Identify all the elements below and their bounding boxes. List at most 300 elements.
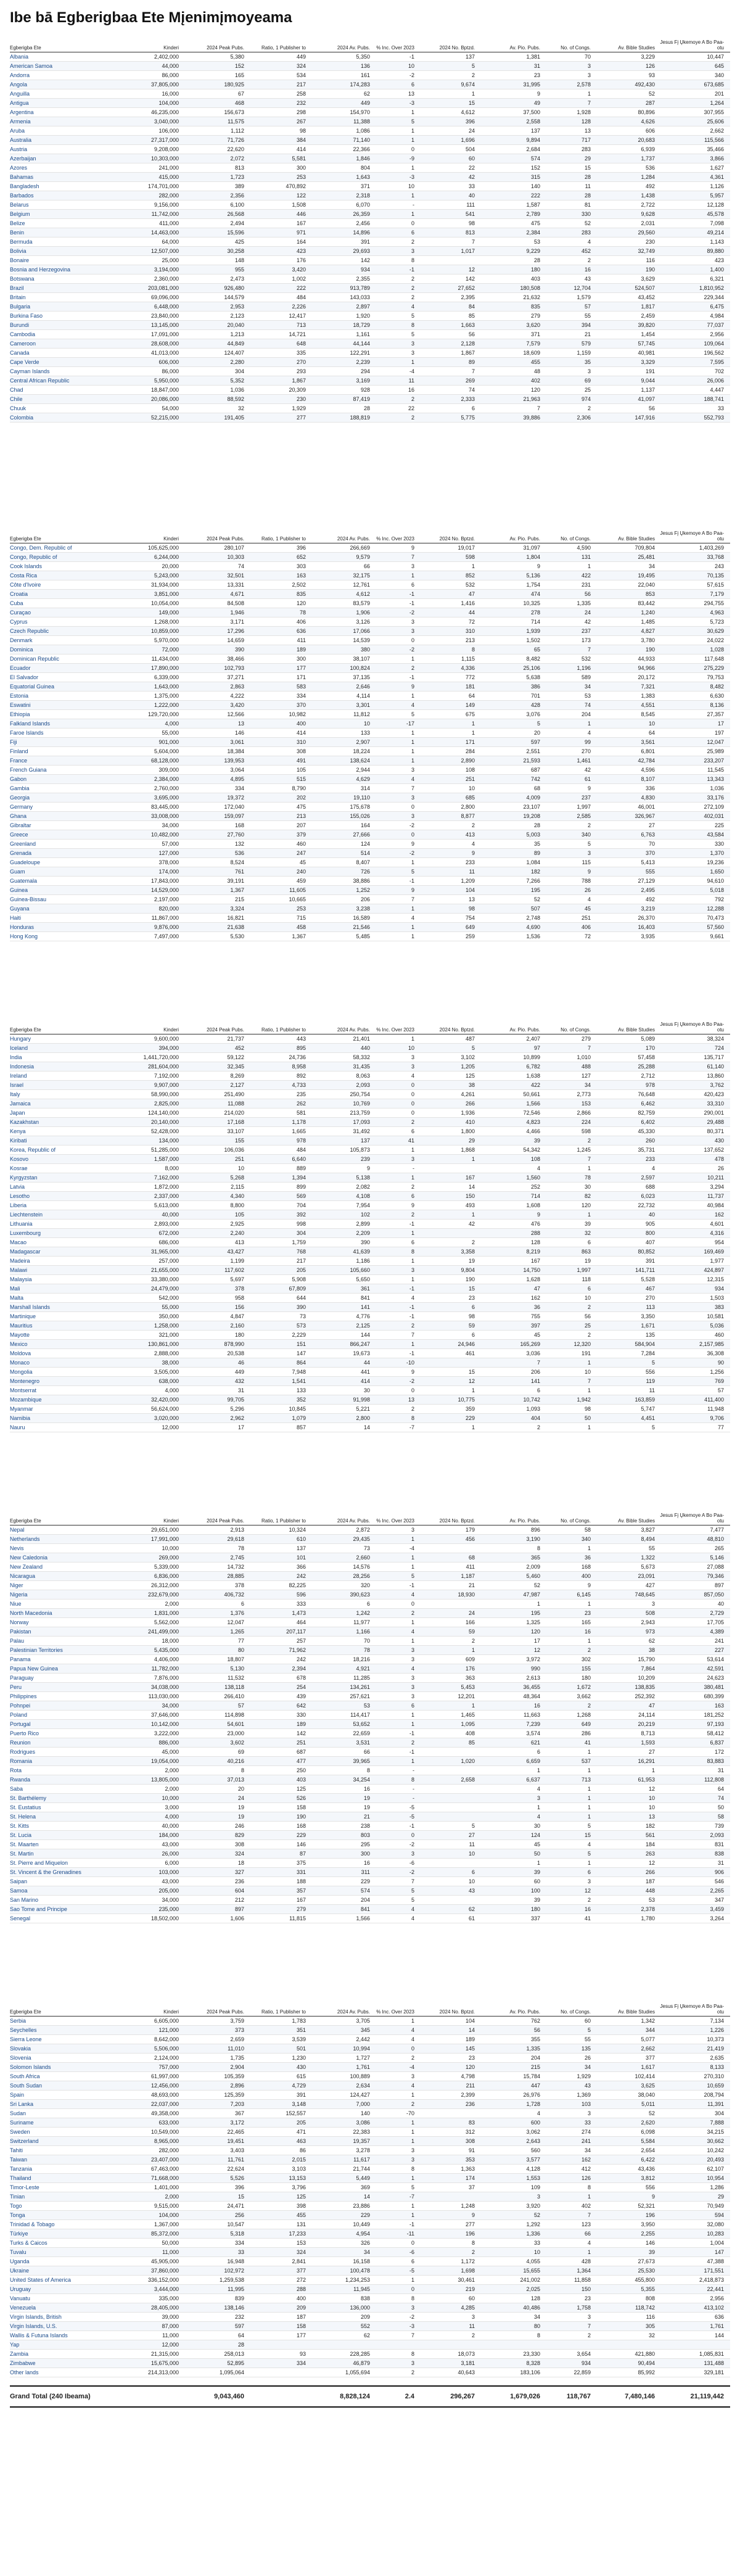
cell-pct-inc: 1	[411, 1758, 414, 1764]
cell-memorial: 1,761	[710, 2323, 724, 2329]
cell-av-pio: 39	[533, 1137, 540, 1144]
cell-pct-inc: 1	[411, 1721, 414, 1727]
cell-country: Grenada	[10, 850, 32, 856]
cell-pct-inc: 1	[411, 656, 414, 662]
cell-bible-studies: 808	[645, 2295, 655, 2301]
cell-pct-inc: 1	[411, 1230, 414, 1236]
cell-pct-inc: 13	[408, 91, 414, 97]
cell-av-pubs: 19	[363, 1795, 370, 1801]
table-row	[10, 553, 730, 562]
cell-bible-studies: 32,749	[638, 248, 655, 254]
cell-av-pubs: 21	[363, 1814, 370, 1820]
cell-av-pubs: 3,086	[356, 2120, 370, 2126]
cell-av-pubs: 2,355	[356, 276, 370, 282]
cell-av-pubs: 29,435	[353, 1536, 370, 1542]
cell-baptized: 24	[468, 1610, 475, 1616]
cell-bible-studies: 905	[645, 1221, 655, 1227]
cell-peak-pubs: 102,972	[224, 2268, 244, 2274]
cell-av-pio: 10,325	[523, 600, 540, 606]
cell-country: Burkina Faso	[10, 313, 43, 319]
cell-av-pubs: 11,812	[353, 711, 370, 717]
cell-congs: 2	[587, 1703, 591, 1709]
table-row	[10, 1108, 730, 1118]
cell-ratio: 1,002	[292, 276, 306, 282]
cell-congs: 1,579	[577, 294, 591, 300]
cell-population: 11,742,000	[151, 211, 179, 217]
table-row	[10, 2340, 730, 2350]
cell-congs: 6	[587, 1239, 591, 1245]
cell-peak-pubs: 597	[234, 2323, 244, 2329]
page-title: Ibe bā Egberigbaa Ete Mįenimįmoyeama	[10, 9, 292, 26]
table-row	[10, 2100, 730, 2109]
cell-pct-inc: 0	[411, 832, 414, 838]
cell-congs: 42	[584, 619, 591, 625]
table-row	[10, 599, 730, 608]
cell-population: 24,479,000	[150, 1286, 179, 1292]
cell-av-pubs: 5,485	[356, 933, 370, 939]
cell-country: Other lands	[10, 2369, 39, 2376]
cell-ratio: 460	[296, 841, 306, 847]
cell-baptized	[418, 1794, 475, 1802]
cell-baptized: 1,172	[461, 2258, 475, 2264]
cell-baptized: 1,187	[461, 1573, 475, 1579]
cell-baptized: 1,017	[461, 248, 475, 254]
cell-ratio: 188	[296, 1878, 306, 1885]
cell-memorial: 225	[714, 822, 724, 828]
column-header-baptized: 2024 No. Bptzd.	[439, 1518, 475, 1524]
cell-av-pubs: 1,161	[356, 331, 370, 337]
cell-bible-studies: 6,939	[641, 146, 655, 152]
cell-congs: 33	[584, 2120, 591, 2126]
cell-memorial: 413,102	[704, 2305, 724, 2311]
cell-bible-studies: 23,091	[638, 1573, 655, 1579]
cell-ratio: 222	[296, 285, 306, 291]
cell-ratio: 1,394	[292, 1174, 306, 1181]
cell-av-pio: 1	[536, 1767, 540, 1773]
cell-pct-inc: 3	[411, 628, 414, 634]
cell-country: St. Barthélemy	[10, 1795, 47, 1801]
cell-peak-pubs: 59,122	[227, 1054, 244, 1060]
cell-memorial: 131,488	[704, 2360, 724, 2366]
cell-pct-inc: -7	[409, 2194, 414, 2200]
table-row	[10, 52, 730, 62]
cell-av-pubs: 866,247	[350, 1341, 370, 1347]
cell-population: 7,876,000	[154, 1675, 179, 1681]
cell-population: 27,317,000	[150, 137, 179, 143]
cell-peak-pubs: 829	[234, 1832, 244, 1838]
table-row	[10, 1720, 730, 1729]
cell-country: South Sudan	[10, 2083, 43, 2089]
cell-pct-inc: 1	[411, 1147, 414, 1153]
cell-memorial: 4,963	[710, 609, 724, 616]
cell-baptized: 3,358	[461, 1249, 475, 1255]
cell-population: 50,000	[162, 2240, 179, 2246]
cell-country: Madeira	[10, 1258, 30, 1264]
cell-av-pio: 8,482	[526, 656, 540, 662]
table-row	[10, 923, 730, 932]
cell-ratio: 398	[296, 2203, 306, 2209]
cell-baptized: 62	[468, 1906, 475, 1912]
cell-av-pio: 371	[530, 331, 540, 337]
cell-memorial: 25,606	[707, 118, 724, 125]
cell-av-pubs: 11,285	[353, 1675, 370, 1681]
table-row	[10, 89, 730, 99]
cell-pct-inc: 3	[411, 2305, 414, 2311]
cell-population: 11,000	[162, 2332, 179, 2339]
cell-av-pubs: 2,082	[356, 1184, 370, 1190]
table-row	[10, 200, 730, 210]
cell-peak-pubs: 39,191	[227, 878, 244, 884]
cell-ratio: 153	[296, 2240, 306, 2246]
cell-baptized: 408	[465, 1730, 475, 1736]
cell-congs: 2	[587, 1332, 591, 1338]
cell-peak-pubs: 1,213	[230, 331, 244, 337]
table-row	[10, 590, 730, 599]
cell-baptized: 4,336	[461, 665, 475, 671]
cell-av-pubs: 14,539	[353, 637, 370, 643]
cell-peak-pubs: 396	[234, 2184, 244, 2190]
cell-av-pio: 50	[533, 1851, 540, 1857]
cell-country: Belgium	[10, 211, 30, 217]
cell-ratio: 501	[296, 2046, 306, 2052]
cell-av-pio: 288	[530, 1230, 540, 1236]
cell-pct-inc: 3	[411, 767, 414, 773]
cell-pct-inc: 8	[411, 322, 414, 328]
cell-av-pio: 30	[533, 1823, 540, 1829]
cell-bible-studies: 2,620	[641, 2120, 655, 2126]
cell-peak-pubs: 2,904	[230, 2064, 244, 2070]
cell-peak-pubs: 958	[234, 1295, 244, 1301]
cell-population: 12,000	[162, 2342, 179, 2348]
cell-baptized: 23	[468, 1295, 475, 1301]
cell-baptized: 4	[471, 841, 475, 847]
cell-peak-pubs: 4,895	[230, 776, 244, 782]
cell-bible-studies: 4,626	[641, 118, 655, 125]
cell-ratio: 484	[296, 1147, 306, 1153]
cell-av-pio: 4,823	[526, 1119, 540, 1125]
cell-baptized: 359	[465, 1406, 475, 1412]
cell-country: Saba	[10, 1786, 23, 1792]
cell-av-pubs: 5,138	[356, 1174, 370, 1181]
table-row	[10, 2229, 730, 2239]
cell-population: 20,000	[162, 563, 179, 569]
cell-peak-pubs: 84,508	[227, 600, 244, 606]
cell-congs: 53	[584, 693, 591, 699]
cell-congs: 6	[587, 1286, 591, 1292]
cell-ratio: 125	[296, 2194, 306, 2200]
cell-memorial: 135,717	[704, 1054, 724, 1060]
cell-peak-pubs: 2,962	[230, 1415, 244, 1421]
cell-population: 113,030,000	[148, 1693, 179, 1699]
cell-bible-studies: 455,800	[635, 2277, 655, 2283]
cell-country: Luxembourg	[10, 1230, 41, 1236]
cell-population: 32,420,000	[150, 1397, 179, 1403]
cell-congs: 21	[584, 331, 591, 337]
cell-population: 1,375,000	[154, 693, 179, 699]
cell-bible-studies: 5,089	[641, 1036, 655, 1042]
cell-baptized: 196	[465, 2231, 475, 2237]
cell-memorial: 724	[714, 1045, 724, 1051]
cell-population: 40,000	[162, 1212, 179, 1218]
cell-peak-pubs: 413	[234, 1239, 244, 1245]
column-header-bible-studies: Av. Bible Studies	[618, 1518, 655, 1524]
cell-ratio: 534	[296, 72, 306, 78]
cell-bible-studies: 39,820	[638, 322, 655, 328]
cell-av-pubs: 11,977	[353, 1619, 370, 1625]
cell-baptized: 598	[465, 554, 475, 560]
table-row	[10, 1331, 730, 1340]
cell-av-pubs: 155,026	[350, 813, 370, 819]
cell-peak-pubs: 74	[237, 563, 244, 569]
cell-pct-inc: -1	[409, 674, 414, 680]
cell-country: Pakistan	[10, 1629, 31, 1635]
table-row	[10, 645, 730, 654]
cell-population: 13,805,000	[150, 1777, 179, 1783]
cell-bible-studies: 27	[648, 1749, 655, 1755]
cell-baptized: 19	[468, 1258, 475, 1264]
cell-congs: 4,590	[577, 545, 591, 551]
cell-baptized	[418, 1803, 475, 1812]
cell-ratio: 331	[296, 1869, 306, 1875]
cell-av-pubs: 1,846	[356, 155, 370, 162]
cell-bible-studies: 61,953	[638, 1777, 655, 1783]
cell-country: Montenegro	[10, 1378, 40, 1384]
cell-memorial: 33	[717, 405, 724, 411]
cell-memorial: 11,545	[707, 767, 724, 773]
cell-bible-studies: 555	[645, 869, 655, 875]
cell-country: French Guiana	[10, 767, 47, 773]
cell-baptized: 98	[468, 220, 475, 226]
cell-memorial: 70,135	[707, 572, 724, 579]
table-row	[10, 1062, 730, 1071]
cell-bible-studies: 102,414	[635, 2073, 655, 2079]
cell-bible-studies: 46,001	[638, 804, 655, 810]
cell-memorial: 33,176	[707, 795, 724, 801]
cell-bible-studies: 1,671	[641, 1323, 655, 1329]
cell-peak-pubs: 3,064	[230, 767, 244, 773]
cell-av-pio: 990	[530, 1666, 540, 1672]
cell-ratio: 390	[296, 1304, 306, 1310]
cell-population: 4,000	[165, 1387, 179, 1393]
cell-pct-inc: 3	[411, 1656, 414, 1662]
cell-ratio: 82,225	[289, 1582, 306, 1588]
cell-population: 257,000	[158, 1258, 179, 1264]
table-row	[10, 1146, 730, 1155]
cell-congs: 16	[584, 1906, 591, 1912]
cell-ratio: 392	[296, 1212, 306, 1218]
cell-baptized: 14	[468, 2027, 475, 2033]
cell-congs: 2,306	[577, 415, 591, 421]
cell-population: 2,760,000	[154, 785, 179, 791]
cell-peak-pubs: 378	[234, 1582, 244, 1588]
cell-peak-pubs: 449	[234, 1369, 244, 1375]
cell-baptized	[418, 1229, 475, 1237]
cell-country: Argentina	[10, 109, 34, 115]
cell-av-pio: 35	[533, 841, 540, 847]
cell-ratio: 411	[297, 637, 306, 643]
cell-memorial: 270,310	[704, 2073, 724, 2079]
cell-ratio: 10,845	[289, 1406, 306, 1412]
cell-bible-studies: 16,403	[638, 924, 655, 930]
cell-peak-pubs: 146	[234, 730, 244, 736]
cell-pct-inc: 1	[411, 933, 414, 939]
cell-peak-pubs: 38,466	[227, 656, 244, 662]
cell-av-pubs: 100,478	[350, 2268, 370, 2274]
cell-av-pio: 447	[530, 2083, 540, 2089]
cell-population: 2,888,000	[154, 1350, 179, 1356]
cell-pct-inc: 10	[408, 183, 414, 189]
table-row	[10, 849, 730, 858]
cell-country: Montserrat	[10, 1387, 37, 1393]
cell-pct-inc: -1	[409, 1350, 414, 1356]
cell-congs: 135	[581, 2046, 591, 2052]
cell-ratio: 3,796	[292, 2184, 306, 2190]
cell-congs: 98	[584, 1406, 591, 1412]
cell-av-pio: 162	[530, 1295, 540, 1301]
cell-baptized: 6	[471, 1869, 475, 1875]
cell-memorial: 2,729	[710, 1610, 724, 1616]
cell-country: Norway	[10, 1619, 29, 1625]
table-row	[10, 1683, 730, 1692]
column-header-av-pubs: 2024 Av. Pubs.	[337, 1027, 370, 1033]
cell-av-pubs: 1,242	[356, 1610, 370, 1616]
cell-country: Saipan	[10, 1878, 28, 1885]
cell-av-pubs: 18,729	[353, 322, 370, 328]
cell-memorial: 594	[714, 2212, 724, 2218]
cell-country: Turks & Caicos	[10, 2240, 47, 2246]
cell-baptized: 259	[465, 933, 475, 939]
cell-baptized: 8	[471, 646, 475, 653]
cell-bible-studies: 116	[646, 257, 655, 263]
table-row	[10, 145, 730, 154]
cell-memorial: 26	[717, 1165, 724, 1171]
cell-av-pio: 183,106	[520, 2369, 540, 2376]
cell-av-pubs: 136,000	[350, 2305, 370, 2311]
cell-baptized: 10	[468, 1878, 475, 1885]
cell-av-pubs: 229	[360, 1878, 370, 1885]
cell-population: 3,505,000	[154, 1369, 179, 1375]
table-row	[10, 2063, 730, 2072]
cell-congs: 11	[585, 183, 591, 189]
cell-country: Virgin Islands, British	[10, 2314, 62, 2320]
table-row	[10, 830, 730, 840]
table-row	[10, 163, 730, 173]
cell-bible-studies: 561	[645, 1832, 655, 1838]
cell-memorial: 340	[714, 72, 724, 78]
cell-pct-inc: 6	[411, 2258, 414, 2264]
table-row	[10, 571, 730, 580]
cell-bible-studies: 4,551	[641, 702, 655, 708]
cell-av-pubs: 1,234,253	[345, 2277, 370, 2283]
cell-av-pubs: 133	[360, 730, 370, 736]
table-row	[10, 321, 730, 330]
cell-baptized	[418, 256, 475, 265]
cell-peak-pubs: 132	[234, 841, 244, 847]
cell-peak-pubs: 88,592	[227, 396, 244, 402]
cell-memorial: 169,469	[704, 1249, 724, 1255]
cell-congs: 120	[581, 1202, 591, 1208]
cell-memorial: 24,022	[707, 637, 724, 643]
cell-av-pio	[479, 2340, 540, 2349]
cell-peak-pubs: 33,107	[227, 1128, 244, 1134]
cell-country: Cape Verde	[10, 359, 39, 365]
column-header-population: Kinderi	[163, 536, 179, 542]
cell-ratio: 1,541	[292, 1378, 306, 1384]
cell-pct-inc: 3	[411, 1527, 414, 1533]
cell-congs: 153	[581, 1100, 591, 1107]
cell-ratio: 122	[296, 192, 306, 199]
cell-population: 51,285,000	[150, 1147, 179, 1153]
cell-baptized: 1,663	[461, 322, 475, 328]
cell-av-pubs: 2,660	[356, 1554, 370, 1561]
table-row	[10, 275, 730, 284]
cell-av-pio: 5,136	[526, 572, 540, 579]
cell-memorial: 89,880	[707, 248, 724, 254]
cell-memorial: 5,146	[710, 1554, 724, 1561]
cell-peak-pubs: 1,735	[230, 2055, 244, 2061]
cell-ratio: 229	[296, 1832, 306, 1838]
cell-country: Israel	[10, 1082, 24, 1088]
cell-congs: 4	[587, 730, 591, 736]
table-row	[10, 2322, 730, 2331]
cell-av-pubs: 19,673	[353, 1350, 370, 1356]
cell-peak-pubs: 69	[237, 1749, 244, 1755]
cell-memorial: 30,629	[707, 628, 724, 634]
cell-congs: 28	[584, 192, 591, 199]
cell-memorial: 1,627	[710, 165, 724, 171]
cell-pct-inc: 2	[411, 1323, 414, 1329]
cell-pct-inc: 1	[411, 2175, 414, 2181]
cell-memorial: 8,133	[710, 2064, 724, 2070]
cell-ratio: 1,079	[292, 1415, 306, 1421]
cell-congs: 5	[587, 841, 591, 847]
cell-av-pubs: 8,407	[356, 859, 370, 865]
column-header-memorial: Jesus Fį Ųkemoye A Bo Paa-otu	[660, 1022, 724, 1033]
cell-av-pio: 560	[530, 2147, 540, 2153]
table-row	[10, 413, 730, 423]
cell-peak-pubs: 138,118	[224, 1684, 244, 1690]
table-row	[10, 1099, 730, 1108]
cell-pct-inc: 10	[408, 1045, 414, 1051]
cell-baptized: 2,333	[461, 396, 475, 402]
cell-ratio: 10,665	[289, 896, 306, 902]
cell-av-pubs: 16	[363, 1786, 370, 1792]
cell-peak-pubs: 251	[234, 1156, 244, 1162]
cell-memorial: 229,344	[704, 294, 724, 300]
cell-baptized: 60	[468, 2295, 475, 2301]
cell-av-pio: 16	[533, 1703, 540, 1709]
table-row	[10, 1581, 730, 1590]
column-header-baptized: 2024 No. Bptzd.	[439, 45, 475, 51]
cell-pct-inc: 0	[411, 146, 414, 152]
cell-peak-pubs: 37,013	[227, 1777, 244, 1783]
cell-bible-studies: 38	[648, 1647, 655, 1653]
cell-congs: 717	[581, 137, 591, 143]
table-row	[10, 367, 730, 376]
cell-bible-studies: 266	[645, 1869, 655, 1875]
cell-av-pubs: 164	[360, 822, 370, 828]
cell-ratio: 279	[296, 1906, 306, 1912]
cell-peak-pubs: 54,601	[227, 1721, 244, 1727]
cell-ratio: 713	[296, 322, 306, 328]
cell-country: Lesotho	[10, 1193, 30, 1199]
cell-ratio: 242	[296, 1573, 306, 1579]
cell-country: Finland	[10, 748, 28, 754]
cell-baptized: 61	[468, 1915, 475, 1922]
cell-congs: 82	[584, 1193, 591, 1199]
cell-population: 14,529,000	[150, 887, 179, 893]
cell-ratio: 596	[296, 1591, 306, 1598]
